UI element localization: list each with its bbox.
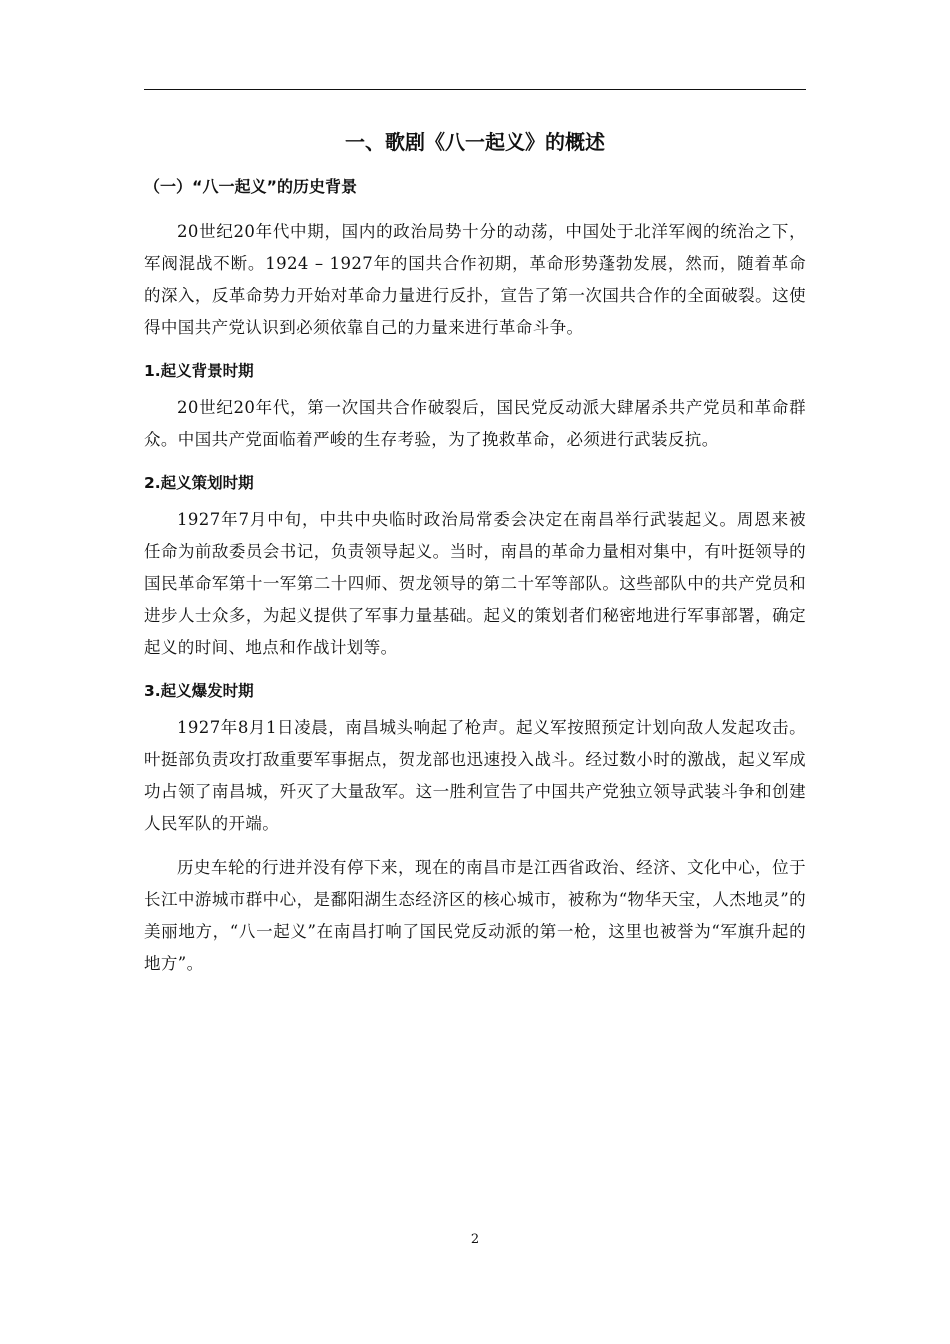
page-content [144,120,806,980]
page-number: 2 [470,1232,480,1247]
subsection-title-3: 3.起义爆发时期 [144,682,254,700]
subsection-title-2: 2.起义策划时期 [144,474,254,492]
subsection-2-paragraph-1: 1927年7月中旬，中共中央临时政治局常委会决定在南昌举行武装起义。周恩来被任命为前敌委员会书记，负责领导起义。当时，南昌的革命力量相对集中，有叶挺领导的国民革命军第十一军第二十四师、贺龙领导的第二十军等部队。这些部队中的共产党员和进步人士众多，为起义提供了军事力量基础。起义的策划者们秘密地进行军事部署，确定起义的时间、地点和作战计划等。 [144,510,806,657]
section-title: （一）“八一起义”的历史背景 [144,177,358,196]
subsection-1-paragraph-1: 20世纪20年代，第一次国共合作破裂后，国民党反动派大肆屠杀共产党员和革命群众。中国共产党面临着严峻的生存考验，为了挽救革命，必须进行武装反抗。 [144,398,806,449]
subsection-title-1: 1.起义背景时期 [144,362,254,380]
chapter-title: 一、歌剧《八一起义》的概述 [345,130,605,154]
intro-paragraph: 20世纪20年代中期，国内的政治局势十分的动荡，中国处于北洋军阀的统治之下，军阀混战不断。1924 – 1927年的国共合作初期，革命形势蓬勃发展，然而，随着革命的深入，反革命势力开始对革命力量进行反扑，宣告了第一次国共合作的全面破裂。这使得中国共产党认识到必须依靠自己的力量来进行革命斗争。 [144,222,806,337]
subsection-3-paragraph-2: 历史车轮的行进并没有停下来，现在的南昌市是江西省政治、经济、文化中心，位于长江中游城市群中心，是鄱阳湖生态经济区的核心城市，被称为“物华天宝，人杰地灵”的美丽地方，“八一起义”在南昌打响了国民党反动派的第一枪，这里也被誉为“军旗升起的地方”。 [144,858,806,973]
header-rule [144,89,806,90]
subsection-3-paragraph-1: 1927年8月1日凌晨，南昌城头响起了枪声。起义军按照预定计划向敌人发起攻击。叶挺部负责攻打敌重要军事据点，贺龙部也迅速投入战斗。经过数小时的激战，起义军成功占领了南昌城，歼灭了大量敌军。这一胜利宣告了中国共产党独立领导武装斗争和创建人民军队的开端。 [144,718,806,833]
